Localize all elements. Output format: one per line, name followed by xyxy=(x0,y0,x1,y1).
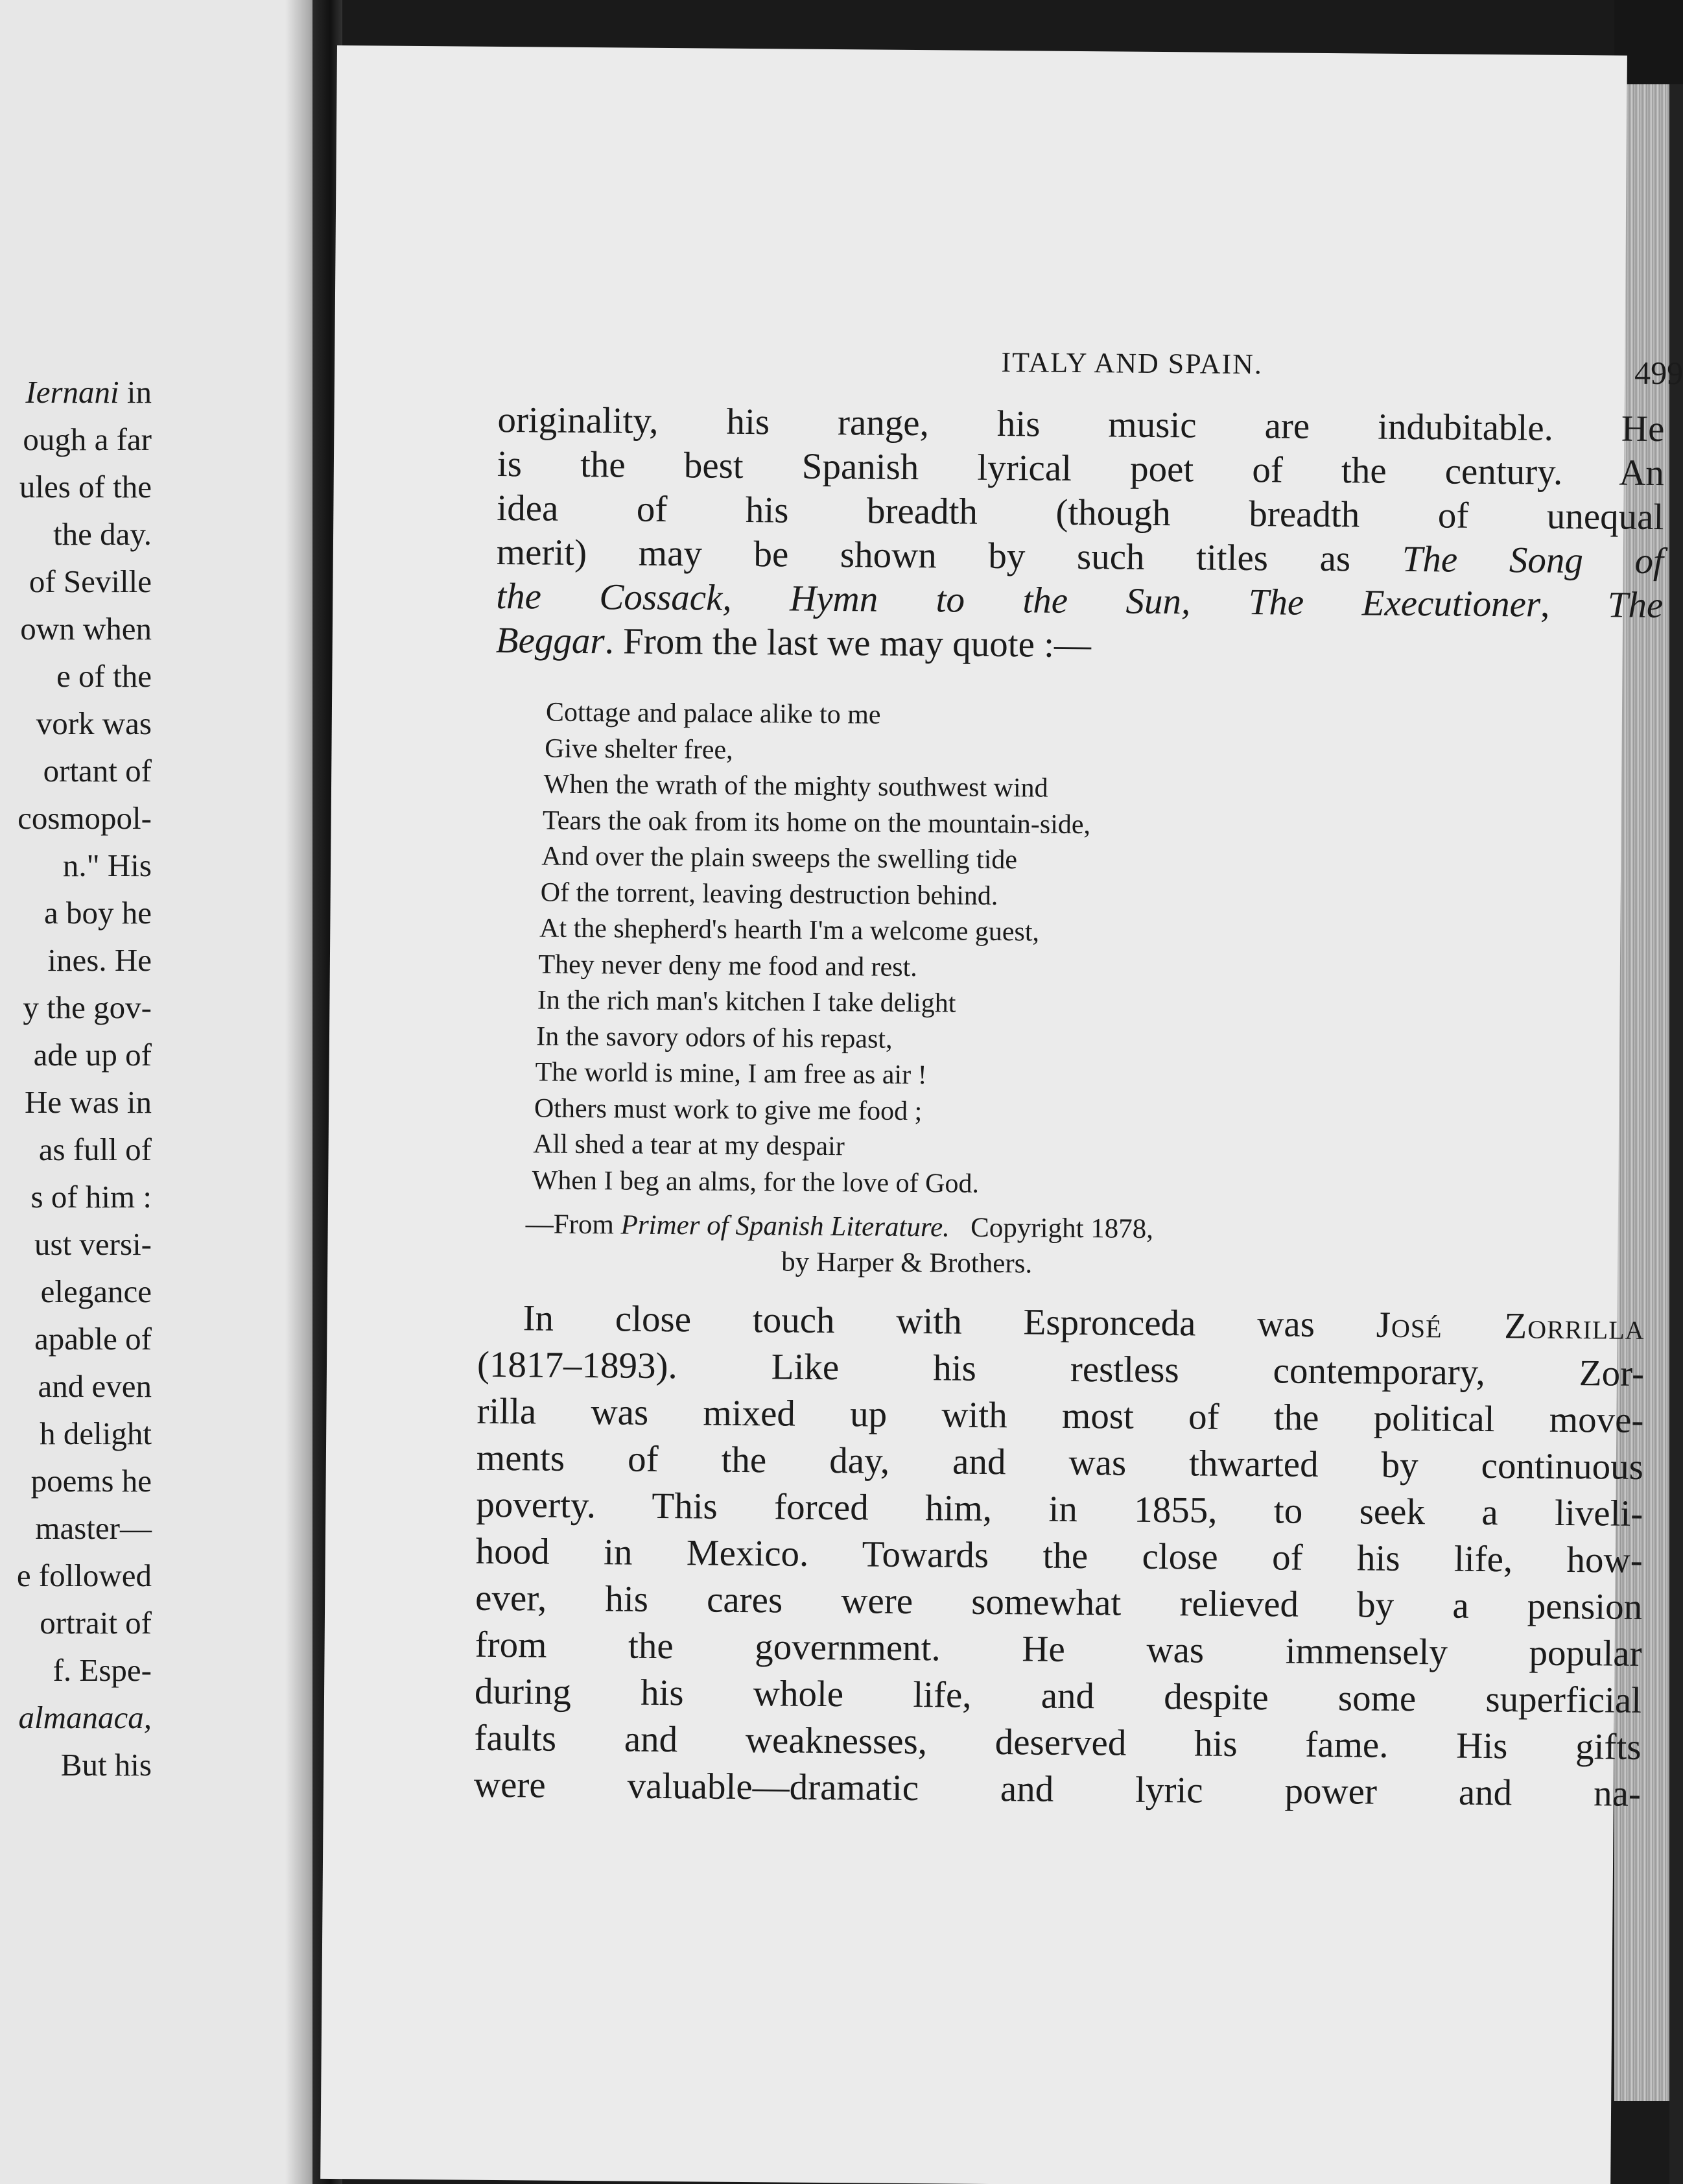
verse-line: All shed a tear at my despair xyxy=(533,1129,845,1162)
text-line: In close touch with Espronceda was José Zorrilla xyxy=(523,1298,1645,1347)
left-page-line: ade up of xyxy=(33,1037,152,1073)
verse-line: Cottage and palace alike to me xyxy=(545,697,881,730)
running-head: ITALY AND SPAIN. xyxy=(1001,346,1264,381)
left-page-line: cosmopol- xyxy=(18,800,152,836)
left-page-line: almanaca, xyxy=(18,1700,152,1735)
verse-line: Others must work to give me food ; xyxy=(534,1093,923,1126)
verse-line: When the wrath of the mighty southwest wind xyxy=(543,769,1048,803)
page-number: 499 xyxy=(1634,354,1683,392)
text-line: (1817–1893). Like his restless contemporary, Zor- xyxy=(477,1344,1645,1394)
left-page-line: But his xyxy=(60,1747,152,1783)
verse-line: At the shepherd's hearth I'm a welcome guest, xyxy=(539,913,1040,947)
left-page-line: as full of xyxy=(38,1132,152,1167)
left-page-line: e of the xyxy=(56,658,152,694)
verse-line: When I beg an alms, for the love of God. xyxy=(532,1165,980,1199)
left-page-line: the day. xyxy=(53,516,152,552)
text-line: poverty. This forced him, in 1855, to seek a liveli- xyxy=(476,1484,1643,1534)
text-line: Beggar. From the last we may quote :— xyxy=(495,619,1092,666)
text-line: originality, his range, his music are indubitable. He xyxy=(497,399,1665,450)
text-line: merit) may be shown by such titles as The Song of xyxy=(496,531,1664,582)
attribution-publisher: by Harper & Brothers. xyxy=(781,1246,1033,1279)
text-line: rilla was mixed up with most of the political move- xyxy=(477,1390,1644,1441)
left-page-line: h delight xyxy=(40,1416,152,1451)
right-page xyxy=(320,45,1683,2184)
verse-attribution xyxy=(526,1207,1154,1246)
attribution-copyright: Copyright 1878, xyxy=(970,1212,1154,1244)
verse-line: The world is mine, I am free as air ! xyxy=(535,1057,927,1091)
text-line: is the best Spanish lyrical poet of the century. An xyxy=(497,443,1665,494)
left-page-line: e followed xyxy=(16,1558,152,1593)
left-page-line: He was in xyxy=(25,1084,152,1120)
left-page-line: ortrait of xyxy=(40,1605,152,1641)
left-page-line: ines. He xyxy=(47,942,152,978)
left-page-line: and even xyxy=(38,1368,152,1404)
attribution-lead: —From xyxy=(525,1209,621,1240)
left-page-line: elegance xyxy=(40,1274,152,1309)
left-page-line: a boy he xyxy=(44,895,152,931)
text-line: from the government. He was immensely popular xyxy=(475,1624,1642,1674)
verse-line: They never deny me food and rest. xyxy=(538,949,917,982)
left-page-line: y the gov- xyxy=(23,990,152,1025)
text-line: idea of his breadth (though breadth of unequal xyxy=(497,487,1664,538)
text-line: ments of the day, and was thwarted by continuous xyxy=(476,1437,1644,1488)
text-line: were valuable—dramatic and lyric power and na- xyxy=(473,1764,1642,1814)
left-page-line: Iernani in xyxy=(25,374,152,410)
text-line: the Cossack, Hymn to the Sun, The Executioner, The xyxy=(496,575,1664,626)
left-page-line: n." His xyxy=(62,848,152,883)
left-page-line: f. Espe- xyxy=(53,1652,152,1688)
left-page-line: apable of xyxy=(34,1321,152,1357)
verse-line: Tears the oak from its home on the mountain-side, xyxy=(542,805,1091,840)
verse-line: In the rich man's kitchen I take delight xyxy=(537,985,956,1019)
left-page-text-fragments xyxy=(0,0,318,2184)
left-page-line: s of him : xyxy=(30,1179,152,1215)
left-page-line: ough a far xyxy=(23,421,152,457)
verse-line: Give shelter free, xyxy=(545,733,733,765)
attribution-title: Primer of Spanish Literature. xyxy=(620,1209,950,1243)
left-page-line: ules of the xyxy=(19,469,152,504)
left-facing-page xyxy=(0,0,318,2184)
verse-line: In the savory odors of his repast, xyxy=(536,1021,893,1054)
left-page-line: poems he xyxy=(30,1463,152,1499)
text-line: ever, his cares were somewhat relieved by a pension xyxy=(475,1577,1643,1628)
verse-line: And over the plain sweeps the swelling tide xyxy=(541,841,1018,875)
text-line: hood in Mexico. Towards the close of his life, how- xyxy=(475,1530,1643,1581)
left-page-line: vork was xyxy=(36,706,152,741)
left-page-line: ortant of xyxy=(43,753,152,789)
left-page-line: master— xyxy=(35,1510,152,1546)
left-page-line: of Seville xyxy=(29,564,152,599)
left-page-line: ust versi- xyxy=(34,1226,152,1262)
text-line: faults and weaknesses, deserved his fame. His gifts xyxy=(474,1717,1642,1768)
text-line: during his whole life, and despite some superficial xyxy=(474,1670,1642,1721)
left-page-line: own when xyxy=(20,611,152,647)
verse-line: Of the torrent, leaving destruction behind. xyxy=(540,877,998,911)
